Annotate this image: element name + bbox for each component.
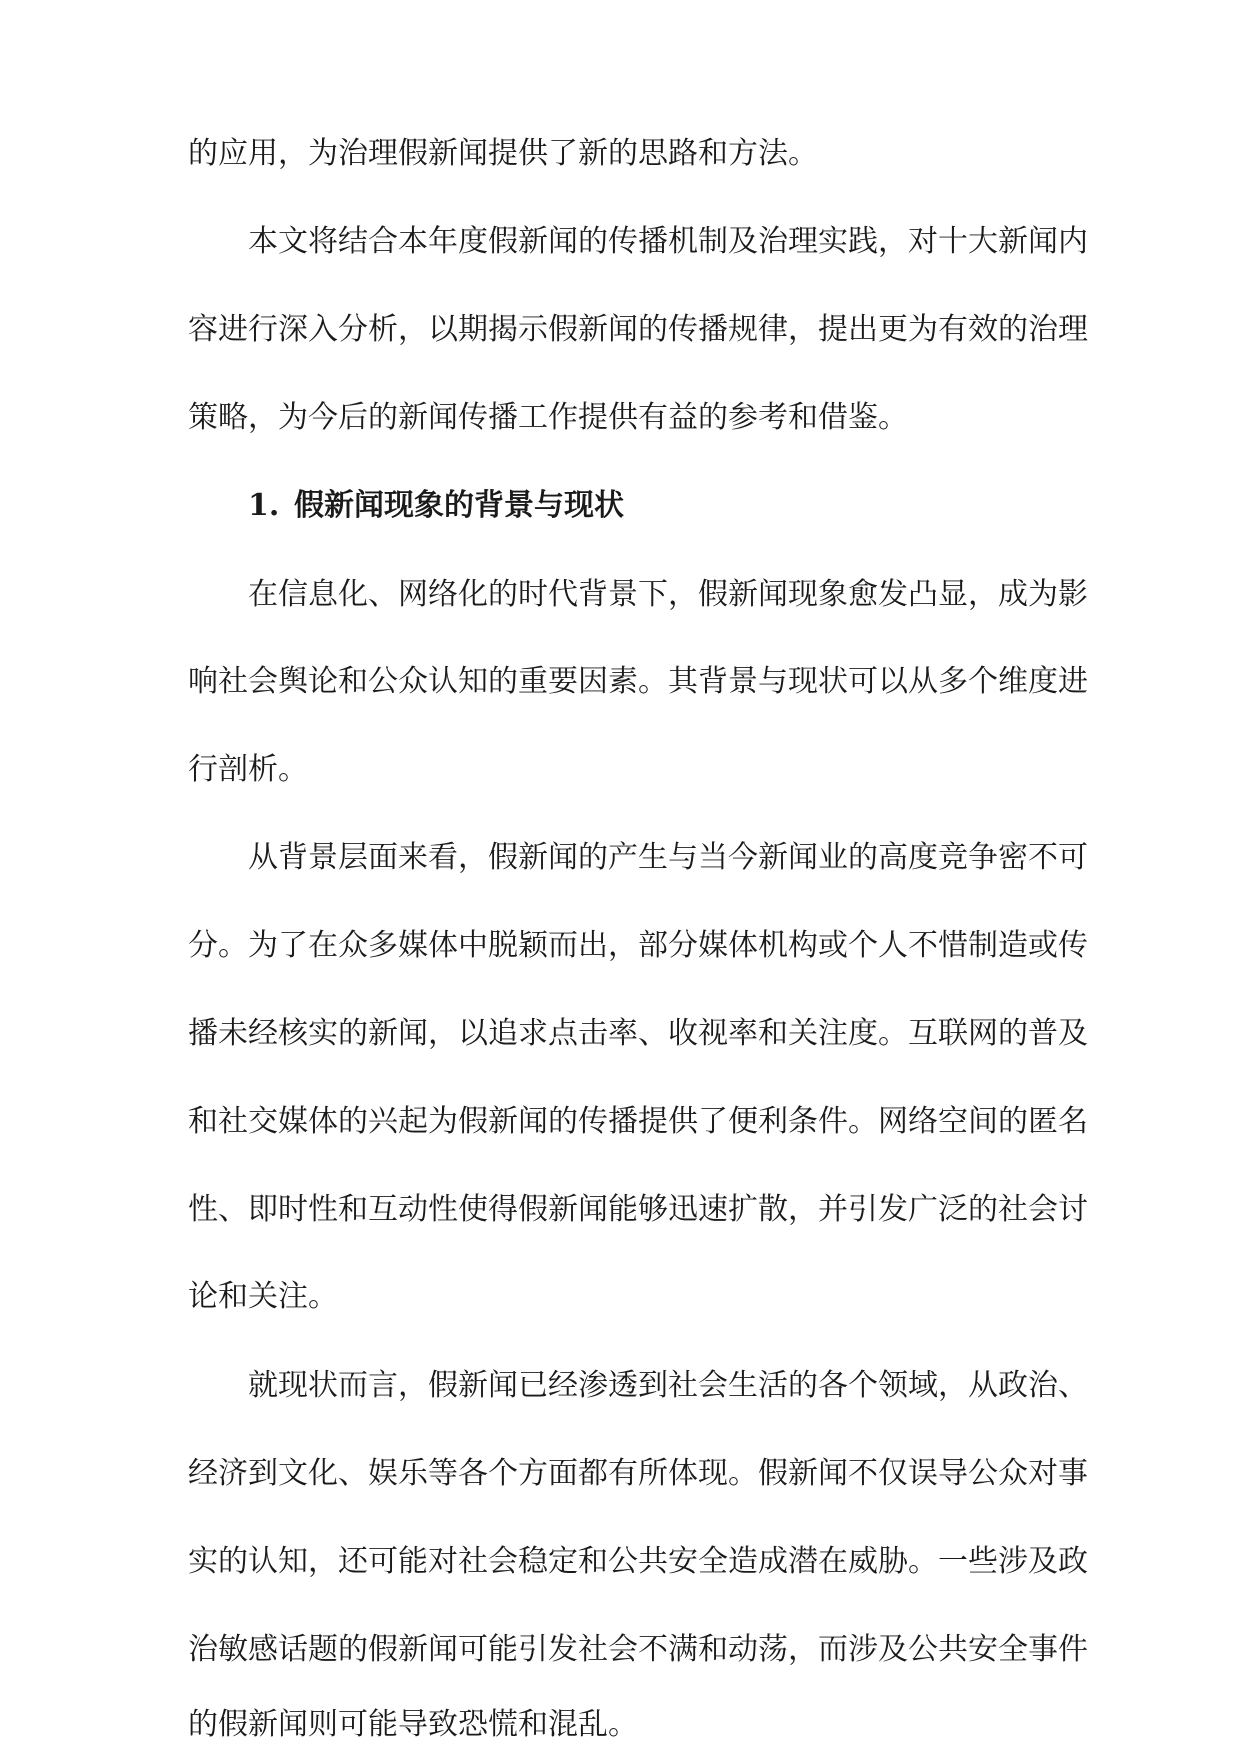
section-number: 1. [248, 488, 280, 523]
paragraph-line: 的假新闻则可能导致恐慌和混乱。 [188, 1707, 638, 1742]
section-title: 假新闻现象的背景与现状 [294, 488, 624, 523]
paragraph-line: 性、即时性和互动性使得假新闻能够迅速扩散，并引发广泛的社会讨 [188, 1192, 1088, 1227]
section-heading [248, 486, 624, 526]
paragraph-line: 行剖析。 [188, 752, 308, 787]
paragraph-line: 实的认知，还可能对社会稳定和公共安全造成潜在威胁。一些涉及政 [188, 1544, 1088, 1579]
paragraph-line: 策略，为今后的新闻传播工作提供有益的参考和借鉴。 [188, 400, 908, 435]
paragraph-line: 和社交媒体的兴起为假新闻的传播提供了便利条件。网络空间的匿名 [188, 1104, 1088, 1139]
paragraph-line: 在信息化、网络化的时代背景下，假新闻现象愈发凸显，成为影 [248, 577, 1088, 612]
paragraph-line: 的应用，为治理假新闻提供了新的思路和方法。 [188, 136, 818, 171]
paragraph-line: 响社会舆论和公众认知的重要因素。其背景与现状可以从多个维度进 [188, 664, 1088, 699]
paragraph-line: 论和关注。 [188, 1279, 338, 1314]
paragraph-line: 治敏感话题的假新闻可能引发社会不满和动荡，而涉及公共安全事件 [188, 1632, 1088, 1667]
paragraph-line: 经济到文化、娱乐等各个方面都有所体现。假新闻不仅误导公众对事 [188, 1456, 1088, 1491]
paragraph-line: 就现状而言，假新闻已经渗透到社会生活的各个领域，从政治、 [248, 1368, 1088, 1403]
paragraph-line: 从背景层面来看，假新闻的产生与当今新闻业的高度竞争密不可 [248, 840, 1088, 875]
paragraph-line: 容进行深入分析，以期揭示假新闻的传播规律，提出更为有效的治理 [188, 312, 1088, 347]
paragraph-line: 本文将结合本年度假新闻的传播机制及治理实践，对十大新闻内 [248, 224, 1088, 259]
paragraph-line: 分。为了在众多媒体中脱颖而出，部分媒体机构或个人不惜制造或传 [188, 928, 1088, 963]
paragraph-line: 播未经核实的新闻，以追求点击率、收视率和关注度。互联网的普及 [188, 1016, 1088, 1051]
